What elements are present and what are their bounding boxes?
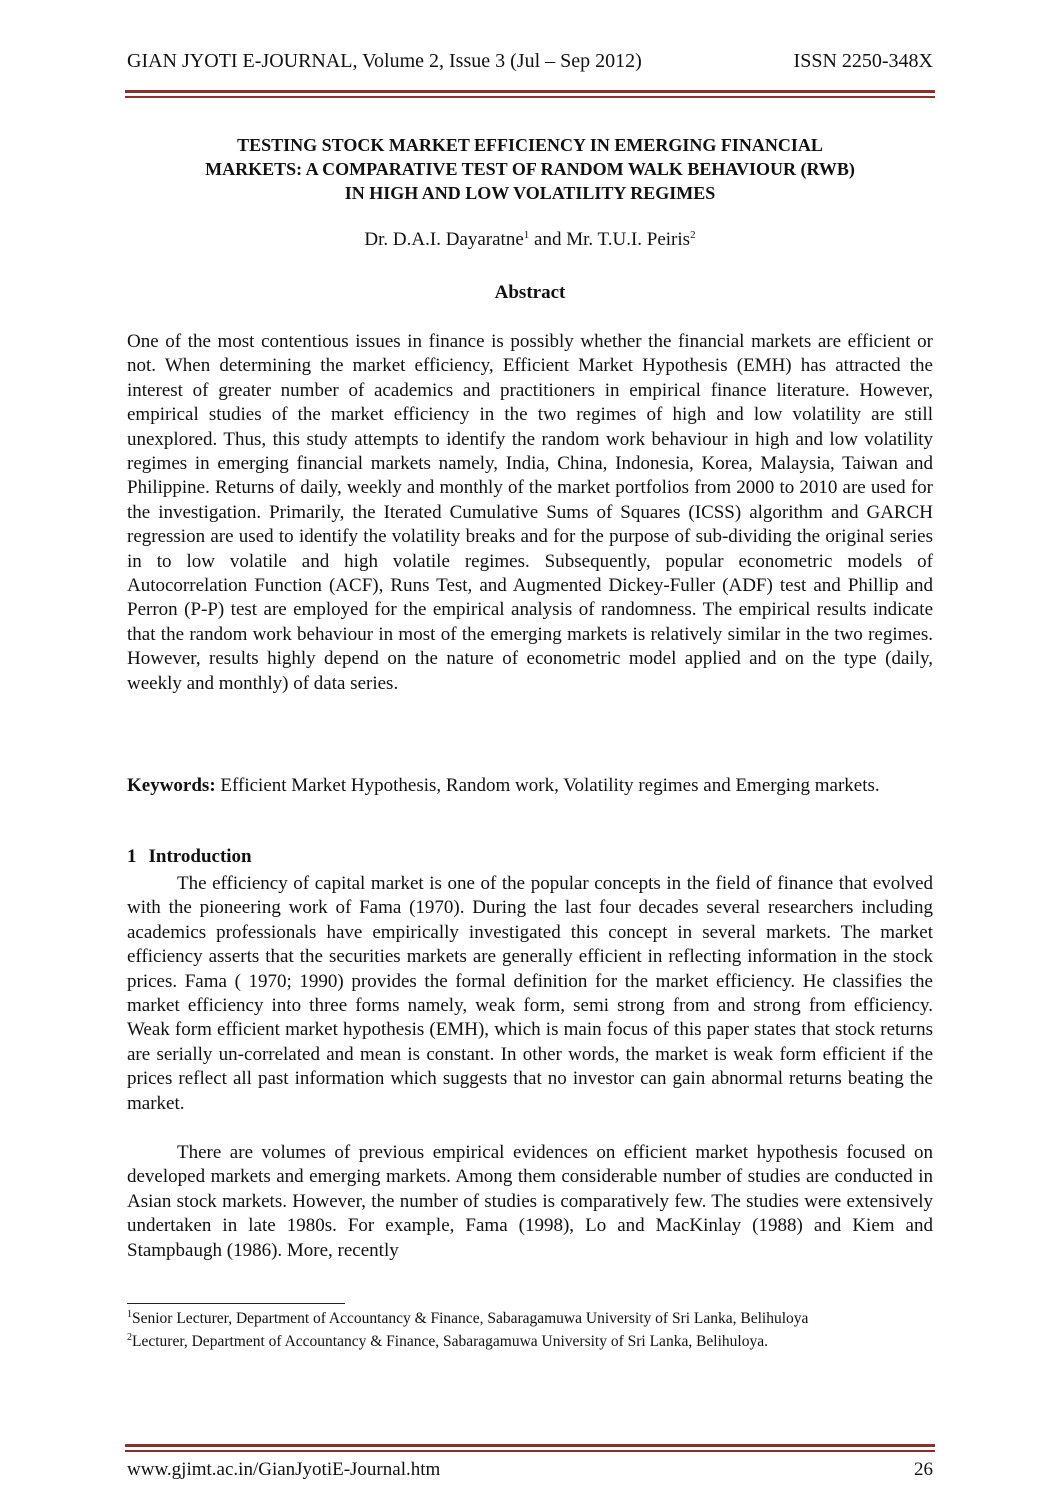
keywords-label: Keywords: [127,775,216,796]
page-number: 26 [914,1459,933,1480]
author-1-footnote-mark: 1 [523,229,530,241]
title-line-3: IN HIGH AND LOW VOLATILITY REGIMES [344,183,716,203]
footnote-2-mark: 2 [127,1332,132,1343]
footnote-2 [127,1333,933,1351]
footnote-1 [127,1310,933,1328]
footer-rule-thin [125,1450,935,1452]
intro-paragraph-1: The efficiency of capital market is one of the popular concepts in the field of finance that evolved with the pioneering work of Fama (1970). During the last four decades several researchers including academics professionals have empirically investigated this concept in several markets. The market efficiency asserts that the securities markets are generally efficient in reflecting information in the stock prices. Fama ( 1970; 1990) provides the formal definition for the market efficiency. He classifies the market efficiency into three forms namely, weak form, semi strong from and strong from efficiency. Weak form efficient market hypothesis (EMH), which is main focus of this paper states that stock returns are serially un-correlated and mean is constant. In other words, the market is weak form efficient if the prices reflect all past information which suggests that no investor can gain abnormal returns beating the market. [127,873,933,1114]
author-joiner: and [529,229,567,250]
keywords [127,774,933,798]
keywords-text: Efficient Market Hypothesis, Random work, Volatility regimes and Emerging markets. [215,775,880,796]
footnote-1-mark: 1 [127,1309,132,1320]
abstract-body: One of the most contentious issues in finance is possibly whether the financial markets are efficient or not. When determining the market efficiency, Efficient Market Hypothesis (EMH) has attracted the interest of greater number of academics and practitioners in empirical finance literature. However, empirical studies of the market efficiency in the two regimes of high and low volatility are still unexplored. Thus, this study attempts to identify the random work behaviour in high and low volatility regimes in emerging financial markets namely, India, China, Indonesia, Korea, Malaysia, Taiwan and Philippine. Returns of daily, weekly and monthly of the market portfolios from 2000 to 2010 are used for the investigation. Primarily, the Iterated Cumulative Sums of Squares (ICSS) algorithm and GARCH regression are used to identify the volatility breaks and for the purpose of sub-dividing the original series in to low volatile and high volatile regimes. Subsequently, popular econometric models of Autocorrelation Function (ACF), Runs Test, and Augmented Dickey-Fuller (ADF) test and Phillip and Perron (P-P) test are employed for the empirical analysis of randomness. The empirical results indicate that the random work behaviour in most of the emerging markets is relatively similar in the two regimes. However, results highly depend on the nature of econometric model applied and on the type (daily, weekly and monthly) of data series. [127,331,933,694]
header-rule-thin [125,96,935,98]
section-heading-introduction [127,846,252,868]
title-line-2: MARKETS: A COMPARATIVE TEST OF RANDOM WALK BEHAVIOUR (RWB) [205,159,855,179]
running-footer [127,1459,933,1485]
author-1: Dr. D.A.I. Dayaratne [364,229,524,250]
footer-rule-thick [125,1444,935,1447]
section-number: 1 [127,846,137,867]
footnote-1-text: Senior Lecturer, Department of Accountancy & Finance, Sabaragamuwa University of Sri Lanka, Belihuloya [132,1310,809,1327]
footnote-separator [127,1303,345,1304]
section-title: Introduction [148,846,252,867]
journal-name: GIAN JYOTI E-JOURNAL, Volume 2, Issue 3 (Jul – Sep 2012) [127,50,642,72]
title-line-1: TESTING STOCK MARKET EFFICIENCY IN EMERGING FINANCIAL [237,135,823,155]
author-2: Mr. T.U.I. Peiris [566,229,691,250]
abstract-heading: Abstract [494,282,566,303]
issn: ISSN 2250-348X [793,50,933,72]
running-header [127,50,933,80]
journal-url: www.gjimt.ac.in/GianJyotiE-Journal.htm [127,1459,441,1480]
header-rule-thick [125,90,935,93]
author-2-footnote-mark: 2 [690,229,696,241]
author-line [127,229,933,251]
intro-paragraph-2: There are volumes of previous empirical evidences on efficient market hypothesis focused on developed markets and emerging markets. Among them considerable number of studies are conducted in Asian stock markets. However, the number of studies is comparatively few. The studies were extensively undertaken in late 1980s. For example, Fama (1998), Lo and MacKinlay (1988) and Kiem and Stampbaugh (1986). More, recently [127,1142,933,1261]
paper-title [127,133,933,205]
footnote-2-text: Lecturer, Department of Accountancy & Finance, Sabaragamuwa University of Sri Lanka, Belihuloya. [132,1333,768,1350]
